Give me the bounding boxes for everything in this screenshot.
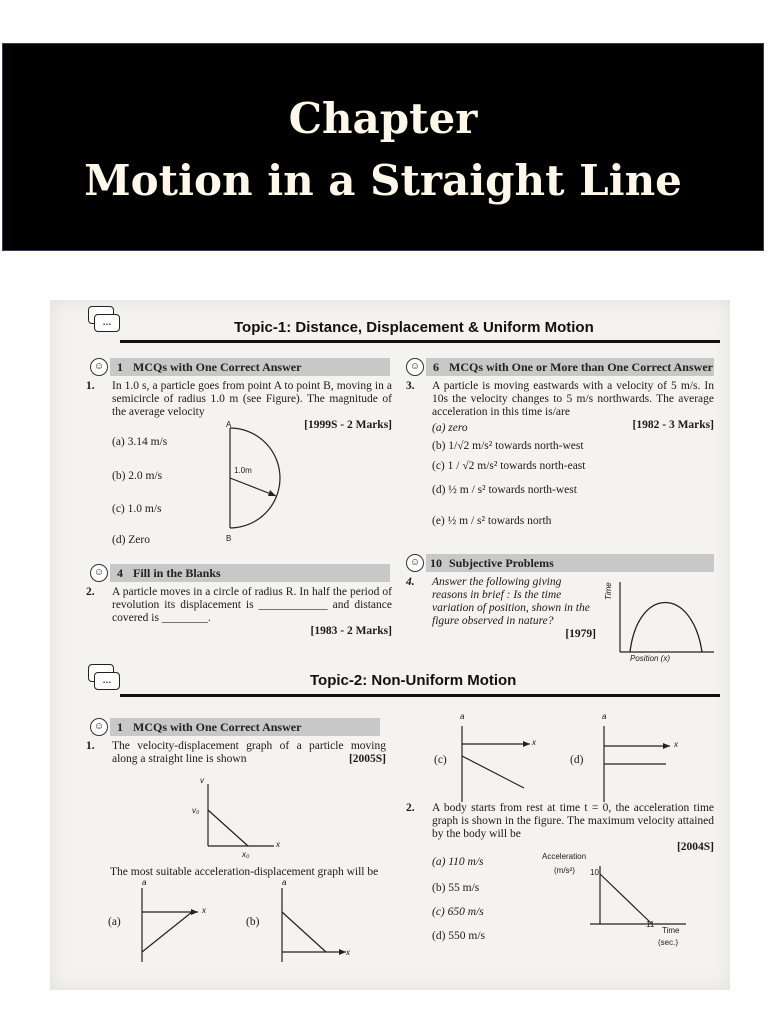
option-c-graph [454, 718, 544, 804]
option-d-graph [596, 718, 686, 804]
question-4: 4. Answer the following giving reasons in brief : Is the time variation of position, shown in the figure observed in nature? [1979] [406, 576, 596, 640]
x-axis-label: x [674, 740, 678, 749]
chapter-label: Chapter [288, 94, 478, 143]
x-tick-11: 11 [646, 920, 655, 929]
option-a: (a) [108, 916, 121, 928]
chat-icon: … [94, 672, 120, 690]
marks: [2004S] [676, 841, 714, 853]
topic1-title: Topic-1: Distance, Displacement & Uniform Motion [234, 319, 594, 336]
v0-label: v₀ [192, 806, 200, 815]
section-header-mcq: 1 MCQs with One Correct Answer [110, 358, 390, 376]
section-icon: ☺ [406, 554, 424, 572]
option-c: (c) 650 m/s [432, 906, 484, 918]
y-tick-10: 10 [590, 868, 599, 877]
a-axis-label: a [282, 878, 287, 887]
x-axis-label: x [346, 948, 350, 957]
a-axis-label: a [142, 878, 147, 887]
x-label: x [276, 840, 280, 849]
option-c: (c) 1.0 m/s [112, 503, 162, 515]
radius-label: 1.0m [234, 466, 252, 475]
option-b: (b) 2.0 m/s [112, 470, 163, 482]
chapter-banner [2, 43, 764, 251]
accel-label: Acceleration [542, 852, 587, 861]
option-c: (c) 1 / √2 m/s² towards north-east [432, 460, 586, 472]
question-t2-2: 2. A body starts from rest at time t = 0, the acceleration time graph is shown in the figure. The maximum velocity attained by the body will be [2004S] [406, 802, 714, 853]
option-a: (a) zero [432, 422, 468, 434]
marks: [2005S] [348, 753, 386, 765]
marks: [1982 - 3 Marks] [632, 419, 714, 431]
chapter-title: Motion in a Straight Line [84, 156, 682, 205]
section-header-blanks: 4 Fill in the Blanks [110, 564, 390, 582]
question-t2-1-prompt: The most suitable acceleration-displacement graph will be [110, 866, 379, 878]
option-d: (d) ½ m / s² towards north-west [432, 484, 577, 496]
a-axis-label: a [460, 712, 465, 721]
option-a: (a) 110 m/s [432, 856, 484, 868]
time-position-graph [610, 578, 720, 660]
section-icon: ☺ [90, 718, 108, 736]
velocity-displacement-graph [200, 780, 280, 852]
x0-label: x₀ [242, 850, 250, 859]
section-icon: ☺ [90, 564, 108, 582]
divider [120, 694, 720, 697]
graph-xlabel: Position (x) [630, 654, 671, 663]
option-d: (d) 550 m/s [432, 930, 486, 942]
question-1: 1. In 1.0 s, a particle goes from point A to point B, moving in a semicircle of radius 1.0 m (see Figure). The magnitude of the average velocity [1999S - 2 Marks] [86, 380, 392, 431]
section-header-mcq: 1 MCQs with One Correct Answer [110, 718, 380, 736]
option-e: (e) ½ m / s² towards north [432, 515, 552, 527]
question-2: 2. A particle moves in a circle of radius R. In half the period of revolution its displacement is ____________ and distance covered is ________. [1983 - 2 Marks] [86, 586, 392, 637]
topic2-title: Topic-2: Non-Uniform Motion [310, 672, 517, 689]
section-icon: ☺ [406, 358, 424, 376]
point-b-label: B [226, 534, 232, 543]
divider [120, 340, 720, 343]
point-a-label: A [226, 420, 232, 429]
chat-icon: … [94, 314, 120, 332]
option-a: (a) 3.14 m/s [112, 436, 168, 448]
question-t2-1: 1. The velocity-displacement graph of a particle moving along a straight line is shown [2005S] [86, 740, 386, 765]
option-b-graph [276, 882, 356, 966]
time-unit: (sec.) [658, 938, 678, 947]
a-axis-label: a [602, 712, 607, 721]
option-d: (d) [570, 754, 584, 766]
option-d: (d) Zero [112, 534, 150, 546]
semicircle-figure [220, 420, 300, 540]
section-header-subjective: 10 Subjective Problems [426, 554, 714, 572]
question-3: 3. A particle is moving eastwards with a velocity of 5 m/s. In 10s the velocity changes to 5 m/s northwards. The average acceleration in this time is/are [1982 - 3 Marks] [406, 380, 714, 431]
time-label: Time [662, 926, 680, 935]
x-axis-label: x [532, 738, 536, 747]
section-icon: ☺ [90, 358, 108, 376]
option-b: (b) 1/√2 m/s² towards north-west [432, 440, 584, 452]
scanned-page [50, 300, 730, 990]
acceleration-time-graph [590, 862, 690, 934]
option-b: (b) [246, 916, 260, 928]
accel-unit: (m/s²) [554, 866, 575, 875]
option-a-graph [136, 882, 214, 966]
marks: [1983 - 2 Marks] [310, 625, 392, 637]
graph-ylabel: Time [604, 582, 613, 600]
section-header-mcq-multi: 6 MCQs with One or More than One Correct Answer [426, 358, 714, 376]
marks: [1979] [565, 628, 596, 640]
option-c: (c) [434, 754, 447, 766]
v-label: v [200, 776, 204, 785]
x-axis-label: x [202, 906, 206, 915]
marks: [1999S - 2 Marks] [304, 419, 392, 431]
option-b: (b) 55 m/s [432, 882, 480, 894]
